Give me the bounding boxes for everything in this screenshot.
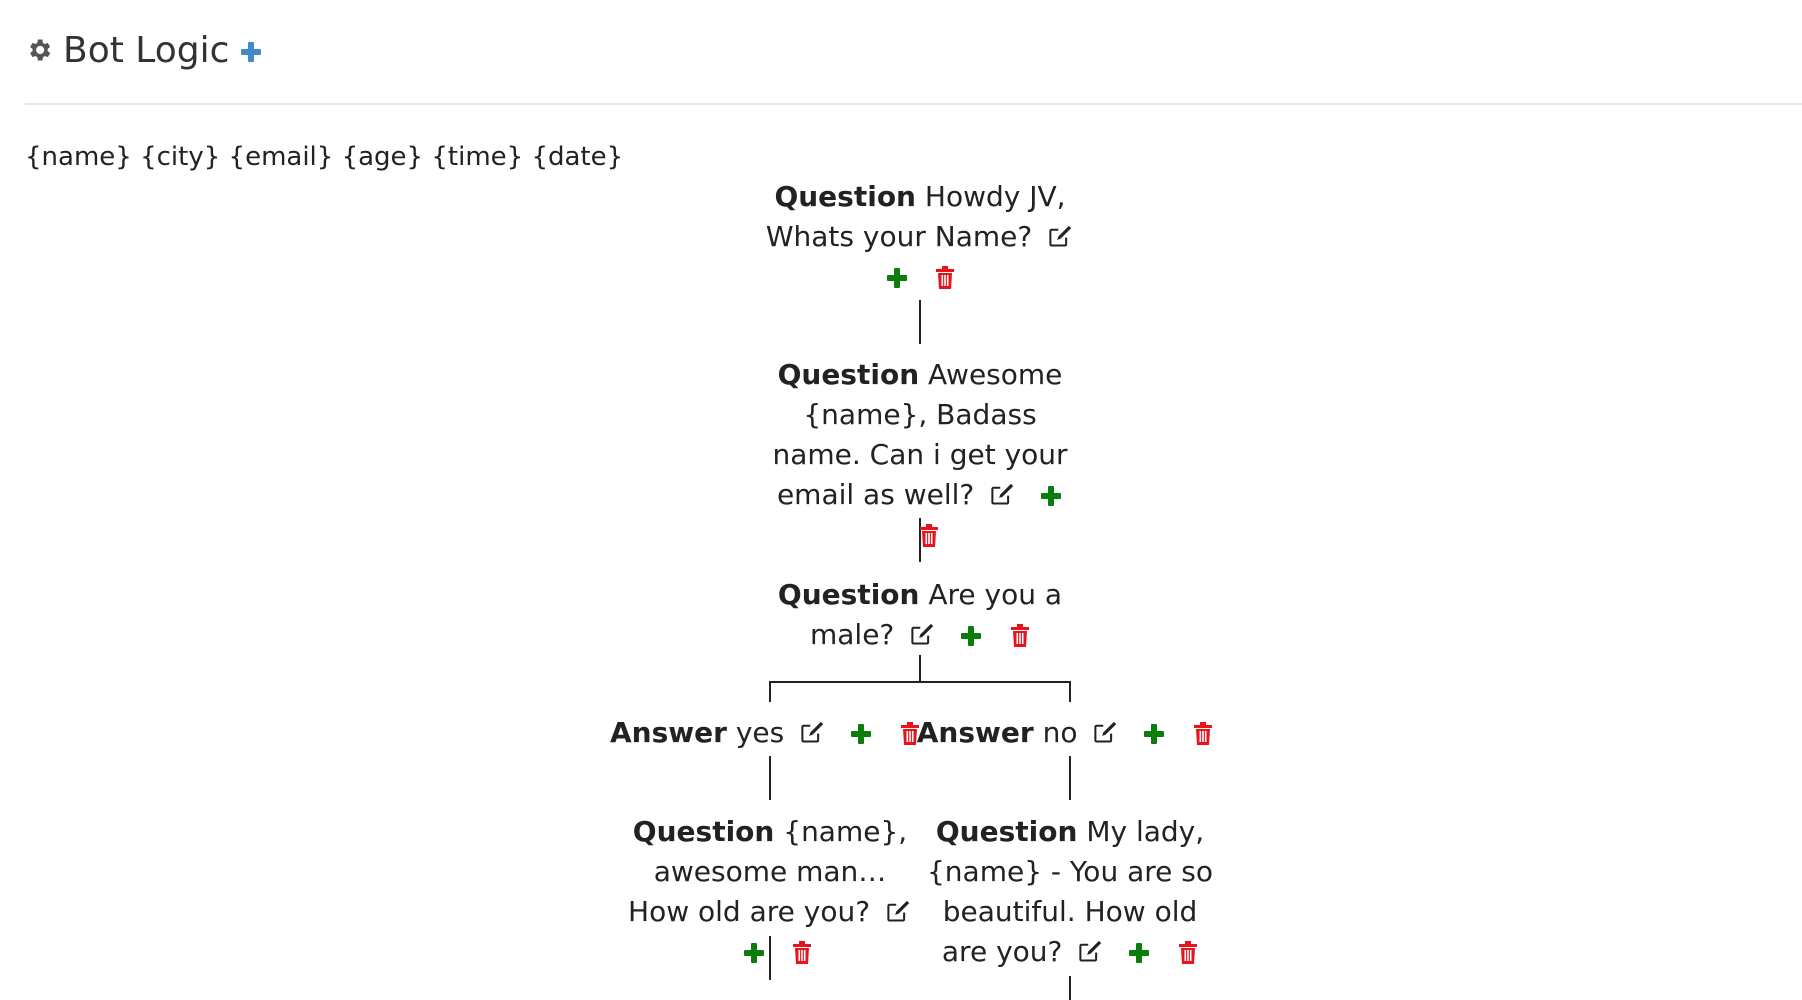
trash-icon[interactable] bbox=[935, 266, 955, 290]
plus-icon[interactable] bbox=[1039, 484, 1063, 508]
plus-icon[interactable] bbox=[1127, 941, 1151, 965]
edit-icon[interactable] bbox=[1047, 223, 1074, 250]
plus-icon[interactable] bbox=[1142, 722, 1166, 746]
gear-icon bbox=[25, 36, 53, 64]
plus-icon[interactable] bbox=[742, 941, 766, 965]
tree-node bbox=[620, 812, 920, 972]
header-divider bbox=[25, 103, 1802, 105]
edit-icon[interactable] bbox=[909, 621, 936, 648]
node-kind-label: Question bbox=[935, 815, 1078, 848]
tree-node bbox=[915, 713, 1215, 753]
node-kind-label: Answer bbox=[916, 716, 1034, 749]
tree-node bbox=[762, 355, 1078, 555]
tree-node bbox=[760, 575, 1080, 655]
node-kind-label: Question bbox=[777, 358, 920, 391]
tree-node bbox=[920, 812, 1220, 972]
page-title: Bot Logic bbox=[63, 29, 230, 71]
node-kind-label: Question bbox=[632, 815, 775, 848]
variables-list: {name} {city} {email} {age} {time} {date} bbox=[25, 142, 624, 172]
edit-icon[interactable] bbox=[799, 719, 826, 746]
trash-icon[interactable] bbox=[919, 524, 939, 548]
trash-icon[interactable] bbox=[792, 941, 812, 965]
node-kind-label: Answer bbox=[610, 716, 727, 749]
edit-icon[interactable] bbox=[989, 481, 1016, 508]
node-text: Howdy JV, Whats your Name? bbox=[765, 180, 1066, 253]
page-header bbox=[25, 22, 263, 78]
edit-icon[interactable] bbox=[1092, 719, 1119, 746]
plus-icon[interactable] bbox=[959, 624, 983, 648]
node-text: {name}, awesome man… How old are you? bbox=[628, 815, 908, 928]
node-text: Are you a male? bbox=[809, 578, 1063, 651]
plus-icon[interactable] bbox=[885, 266, 909, 290]
node-text: no bbox=[1042, 716, 1078, 749]
node-text: My lady, {name} - You are so beautiful. How old are you? bbox=[926, 815, 1213, 968]
plus-icon[interactable] bbox=[849, 722, 873, 746]
node-text: yes bbox=[735, 716, 785, 749]
trash-icon[interactable] bbox=[1178, 941, 1198, 965]
add-node-button[interactable] bbox=[239, 40, 263, 64]
node-kind-label: Question bbox=[774, 180, 916, 213]
node-text: Awesome {name}, Badass name. Can i get your email as well? bbox=[772, 358, 1068, 511]
tree-node bbox=[760, 177, 1080, 297]
trash-icon[interactable] bbox=[1193, 722, 1213, 746]
node-kind-label: Question bbox=[777, 578, 920, 611]
trash-icon[interactable] bbox=[1010, 624, 1030, 648]
edit-icon[interactable] bbox=[1077, 938, 1104, 965]
edit-icon[interactable] bbox=[885, 898, 912, 925]
tree-node bbox=[610, 713, 910, 753]
